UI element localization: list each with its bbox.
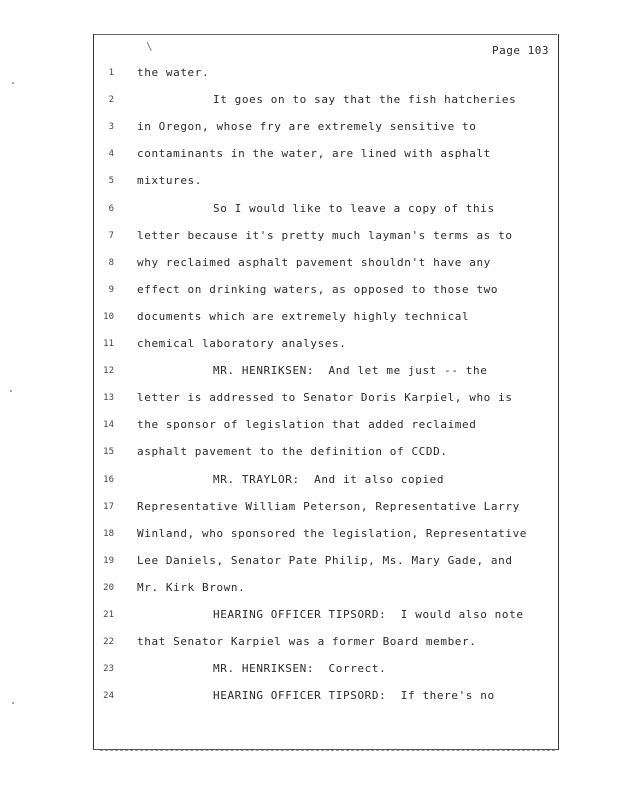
transcript-line: [100, 608, 555, 634]
line-number: 13: [103, 393, 114, 404]
line-text: letter because it's pretty much layman's terms as to: [137, 228, 513, 242]
line-text: MR. HENRIKSEN: Correct.: [213, 662, 387, 676]
line-number: 19: [103, 555, 114, 566]
line-text: Lee Daniels, Senator Pate Philip, Ms. Mary Gade, and: [137, 553, 513, 567]
line-number: 20: [103, 582, 114, 593]
line-text: asphalt pavement to the definition of CCDD.: [137, 445, 448, 459]
transcript-line: [100, 256, 555, 282]
transcript-line: [100, 174, 555, 200]
transcript-line: [100, 93, 555, 119]
transcript-line: [100, 283, 555, 309]
line-number: 10: [103, 311, 114, 322]
line-number: 22: [103, 637, 114, 648]
scan-tick-mark: \: [146, 40, 153, 53]
transcript-line: [100, 120, 555, 146]
transcript-line: [100, 310, 555, 336]
transcript-line: [100, 337, 555, 363]
line-text: mixtures.: [137, 174, 203, 188]
line-text: the sponsor of legislation that added reclaimed: [137, 418, 477, 432]
line-number: 21: [103, 610, 114, 620]
line-number: 7: [108, 230, 114, 241]
line-number: 12: [103, 366, 114, 377]
line-number: 18: [103, 528, 114, 539]
line-text: letter is addressed to Senator Doris Karpiel, who is: [137, 391, 513, 405]
line-number: 9: [108, 284, 114, 295]
line-number: 5: [108, 176, 114, 187]
transcript-line: [100, 229, 555, 255]
line-text: So I would like to leave a copy of this: [213, 201, 495, 215]
line-number: 15: [103, 447, 114, 458]
transcript-line: [100, 581, 555, 607]
line-text: that Senator Karpiel was a former Board member.: [137, 635, 477, 649]
line-text: the water.: [137, 66, 210, 79]
line-text: Representative William Peterson, Representative Larry: [137, 499, 520, 513]
line-text: why reclaimed asphalt pavement shouldn't have any: [137, 255, 491, 269]
scan-speck: [10, 390, 12, 392]
transcript-line: [100, 500, 555, 526]
line-number: 17: [103, 501, 114, 512]
page-number: Page 103: [492, 44, 549, 57]
line-number: 3: [108, 122, 114, 133]
line-text: in Oregon, whose fry are extremely sensitive to: [137, 120, 477, 134]
scan-speck: [12, 82, 14, 84]
line-text: HEARING OFFICER TIPSORD: I would also note: [213, 608, 524, 621]
transcript-line: [100, 364, 555, 390]
line-number: 8: [108, 257, 114, 268]
line-number: 16: [103, 474, 114, 485]
line-text: It goes on to say that the fish hatcheries: [213, 93, 517, 107]
transcript-line: [100, 418, 555, 444]
line-number: 11: [103, 339, 114, 349]
line-number: 6: [108, 203, 114, 214]
line-text: contaminants in the water, are lined with asphalt: [137, 147, 491, 161]
line-number: 1: [108, 68, 114, 78]
line-text: chemical laboratory analyses.: [137, 337, 347, 350]
line-text: HEARING OFFICER TIPSORD: If there's no: [213, 689, 495, 703]
line-number: 4: [108, 149, 114, 160]
line-text: Winland, who sponsored the legislation, Representative: [137, 526, 528, 540]
transcript-line: [100, 662, 555, 688]
transcript-line: [100, 66, 555, 92]
transcript-line: [100, 473, 555, 499]
scan-speck: [12, 702, 14, 704]
transcript-line: [100, 554, 555, 580]
transcript-line: [100, 202, 555, 228]
line-text: Mr. Kirk Brown.: [137, 580, 246, 594]
transcript-line: [100, 635, 555, 661]
transcript-line: [100, 445, 555, 471]
line-text: MR. TRAYLOR: And it also copied: [213, 472, 445, 486]
line-number: 2: [108, 95, 114, 106]
transcript-line: [100, 391, 555, 417]
transcript-line: [100, 147, 555, 173]
line-number: 24: [103, 691, 114, 702]
line-number: 23: [103, 664, 114, 675]
line-text: documents which are extremely highly technical: [137, 309, 470, 323]
line-number: 14: [103, 420, 114, 431]
transcript-line: [100, 689, 555, 715]
line-text: MR. HENRIKSEN: And let me just -- the: [213, 364, 488, 378]
line-text: effect on drinking waters, as opposed to those two: [137, 282, 499, 296]
page-bottom-rule: [100, 750, 555, 751]
transcript-line: [100, 527, 555, 553]
